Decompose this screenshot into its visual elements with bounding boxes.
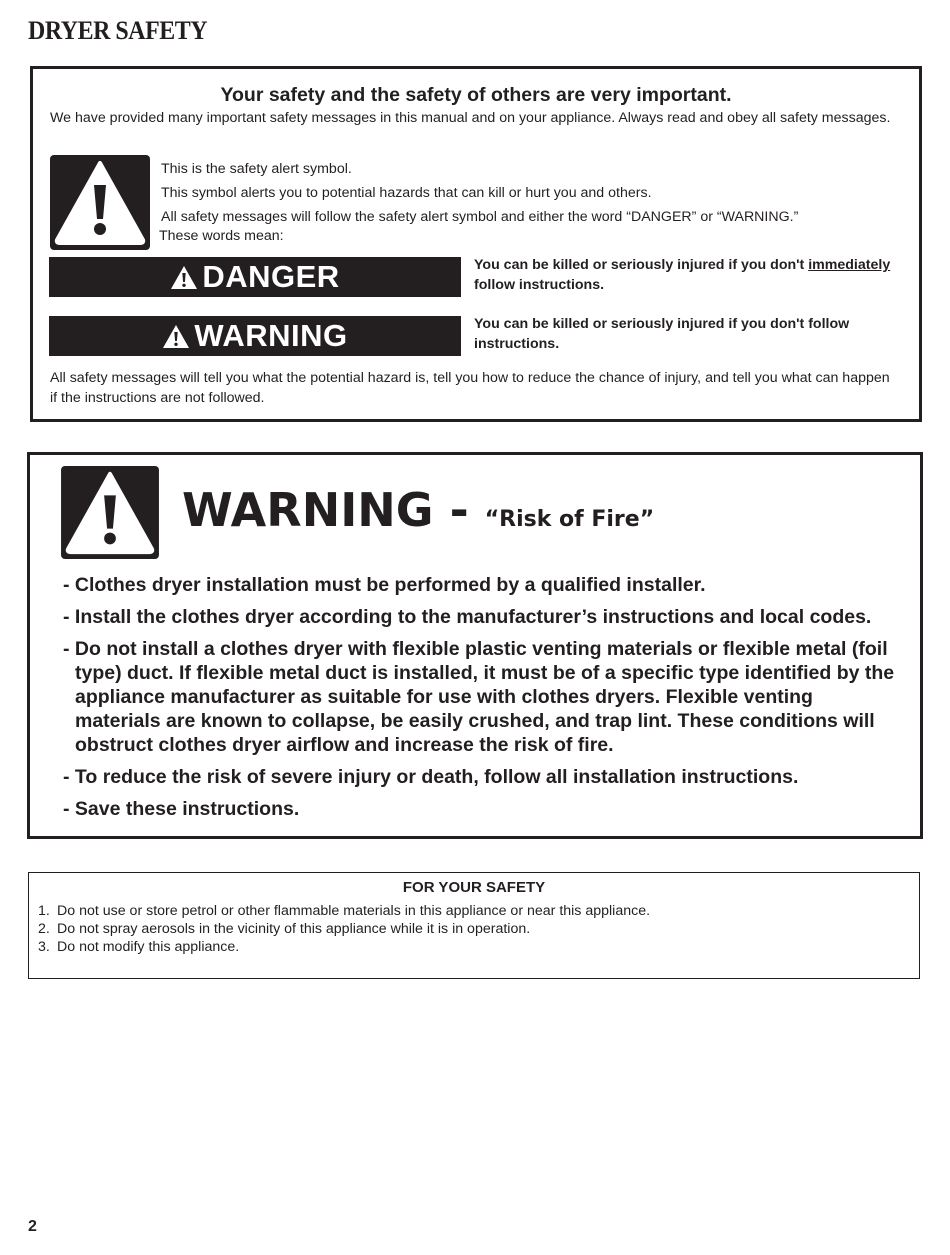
warning-banner — [49, 316, 461, 356]
warning-label: WARNING — [194, 318, 348, 353]
page-number: 2 — [28, 1218, 37, 1235]
list-number: 2. — [38, 921, 50, 937]
danger-label: DANGER — [202, 259, 340, 294]
alert-line: This is the safety alert symbol. — [161, 161, 352, 177]
list-number: 1. — [38, 903, 50, 919]
fire-warning-separator: - — [433, 483, 485, 537]
list-item: - To reduce the risk of severe injury or death, follow all installation instructions. — [63, 766, 799, 788]
list-item: - Do not install a clothes dryer with flexible plastic venting materials or flexible metal (foil type) duct. If flexible metal duct is installed, it must be of a specific type identified by the appliance manufacturer as suitable for use with clothes dryers. Flexible venting materials are known to collapse, be easily crushed, and trap lint. These conditions will obstruct clothes dryer airflow and increase the risk of fire. — [63, 638, 895, 756]
list-text: Do not modify this appliance. — [57, 939, 240, 955]
danger-desc-after: follow instructions. — [474, 276, 605, 293]
list-text: Do not spray aerosols in the vicinity of this appliance while it is in operation. — [57, 921, 531, 937]
fire-warning-subtitle: “Risk of Fire” — [484, 507, 655, 532]
fire-warning-box — [27, 452, 923, 839]
list-item — [38, 938, 650, 956]
list-item: - Install the clothes dryer according to the manufacturer’s instructions and local codes. — [63, 606, 872, 628]
for-your-safety-heading: FOR YOUR SAFETY — [402, 879, 546, 896]
safety-outro-text: All safety messages will tell you what the potential hazard is, tell you how to reduce the chance of injury, and tell you what can happen if the instructions are not followed. — [50, 370, 890, 406]
alert-line: All safety messages will follow the safety alert symbol and either the word “DANGER” or “WARNING.” — [161, 209, 799, 225]
list-item — [38, 902, 650, 920]
danger-triangle-icon — [170, 265, 198, 290]
list-item: - Save these instructions. — [63, 798, 300, 820]
list-number: 3. — [38, 939, 50, 955]
for-your-safety-box — [28, 872, 920, 979]
for-your-safety-list — [38, 902, 650, 956]
alert-line: This symbol alerts you to potential hazards that can kill or hurt you and others. — [161, 185, 652, 201]
safety-alert-icon — [61, 466, 159, 559]
danger-description — [474, 256, 914, 295]
safety-intro-box — [30, 66, 922, 422]
page-title: DRYER SAFETY — [28, 16, 208, 45]
alert-line: These words mean: — [159, 228, 284, 244]
list-text: Do not use or store petrol or other flammable materials in this appliance or near this appliance. — [57, 903, 651, 919]
danger-banner — [49, 257, 461, 297]
fire-warning-list — [63, 573, 903, 829]
safety-alert-icon — [50, 155, 150, 250]
warning-triangle-icon — [162, 324, 190, 349]
danger-desc-before: You can be killed or seriously injured if you don't — [474, 257, 809, 273]
list-item — [38, 920, 650, 938]
fire-warning-word: WARNING — [182, 483, 434, 537]
safety-intro-text: We have provided many important safety messages in this manual and on your appliance. Always read and obey all safety messages. — [50, 110, 891, 126]
safety-heading: Your safety and the safety of others are very important. — [220, 84, 732, 106]
fire-warning-title — [182, 483, 654, 537]
list-item: - Clothes dryer installation must be performed by a qualified installer. — [63, 574, 706, 596]
warning-description: You can be killed or seriously injured if you don't follow instructions. — [474, 316, 850, 352]
danger-desc-emphasis: immediately — [808, 257, 891, 273]
